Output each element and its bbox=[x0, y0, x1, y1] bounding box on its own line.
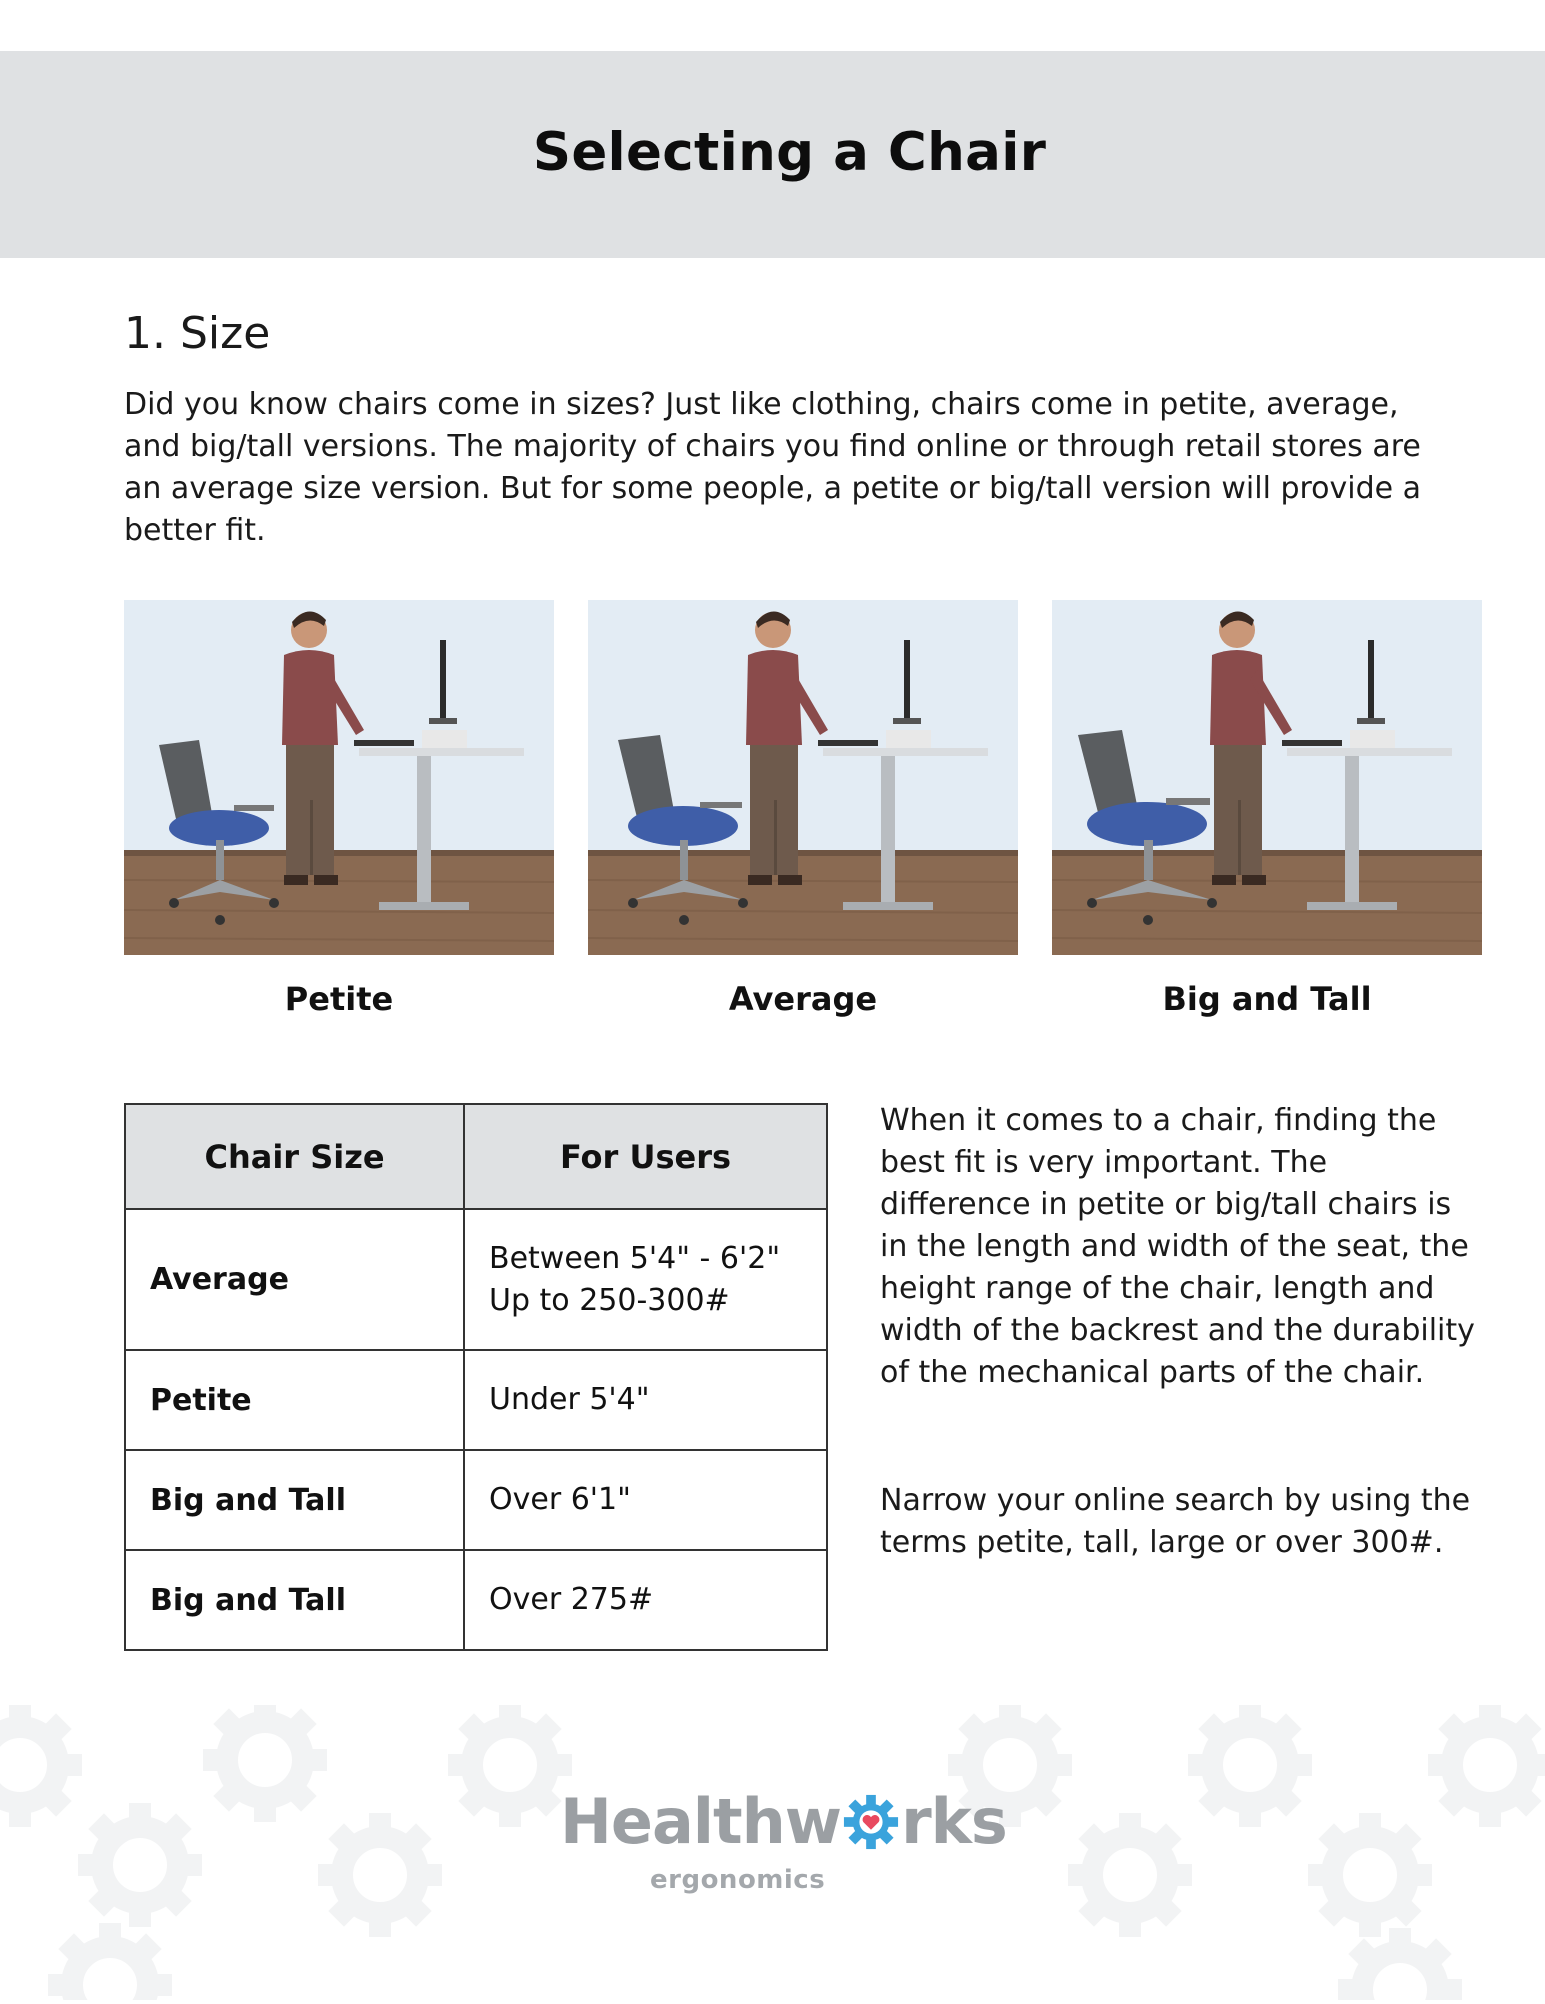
logo-text-start: Healthw bbox=[560, 1785, 842, 1858]
header-chair-size: Chair Size bbox=[125, 1104, 464, 1209]
photo-average bbox=[588, 600, 1018, 955]
logo-subtitle: ergonomics bbox=[650, 1865, 826, 1895]
fit-explanation: When it comes to a chair, finding the best fit is very important. The difference in petite or big/tall chairs is in the length and width of the seat, the height range of the chair, length and width of the backrest and the durability of the mechanical parts of the chair. bbox=[880, 1103, 1475, 1390]
search-tip: Narrow your online search by using the terms petite, tall, large or over 300#. bbox=[880, 1483, 1471, 1560]
section-heading: 1. Size bbox=[124, 308, 271, 359]
chair-size-table bbox=[124, 1103, 828, 1651]
users-cell bbox=[464, 1209, 827, 1350]
table-row bbox=[125, 1350, 827, 1450]
size-cell: Petite bbox=[125, 1350, 464, 1450]
intro-paragraph: Did you know chairs come in sizes? Just like clothing, chairs come in petite, average, and big/tall versions. The majority of chairs you find online or through retail stores are an average size version. But for some people, a petite or big/tall version will provide a better fit. bbox=[124, 387, 1422, 548]
table-row bbox=[125, 1550, 827, 1650]
header-for-users: For Users bbox=[464, 1104, 827, 1209]
table-row bbox=[125, 1209, 827, 1350]
users-line: Up to 250-300# bbox=[489, 1282, 730, 1318]
users-cell: Under 5'4" bbox=[464, 1350, 827, 1450]
title-band bbox=[0, 51, 1545, 258]
table-header-row bbox=[125, 1104, 827, 1209]
size-cell: Big and Tall bbox=[125, 1550, 464, 1650]
photo-big-and-tall bbox=[1052, 600, 1482, 955]
footer-logo-area bbox=[0, 1705, 1545, 2000]
healthworks-logo bbox=[560, 1785, 1007, 1895]
gear-heart-icon bbox=[842, 1793, 900, 1851]
size-cell: Big and Tall bbox=[125, 1450, 464, 1550]
users-cell: Over 275# bbox=[464, 1550, 827, 1650]
caption-petite: Petite bbox=[284, 980, 394, 1018]
caption-big-and-tall: Big and Tall bbox=[1162, 980, 1372, 1018]
page-title: Selecting a Chair bbox=[532, 122, 1047, 183]
photo-petite bbox=[124, 600, 554, 955]
logo-text-end: rks bbox=[901, 1785, 1007, 1858]
size-cell: Average bbox=[125, 1209, 464, 1350]
users-line: Between 5'4" - 6'2" bbox=[489, 1240, 781, 1276]
users-cell: Over 6'1" bbox=[464, 1450, 827, 1550]
table-row bbox=[125, 1450, 827, 1550]
caption-average: Average bbox=[728, 980, 878, 1018]
